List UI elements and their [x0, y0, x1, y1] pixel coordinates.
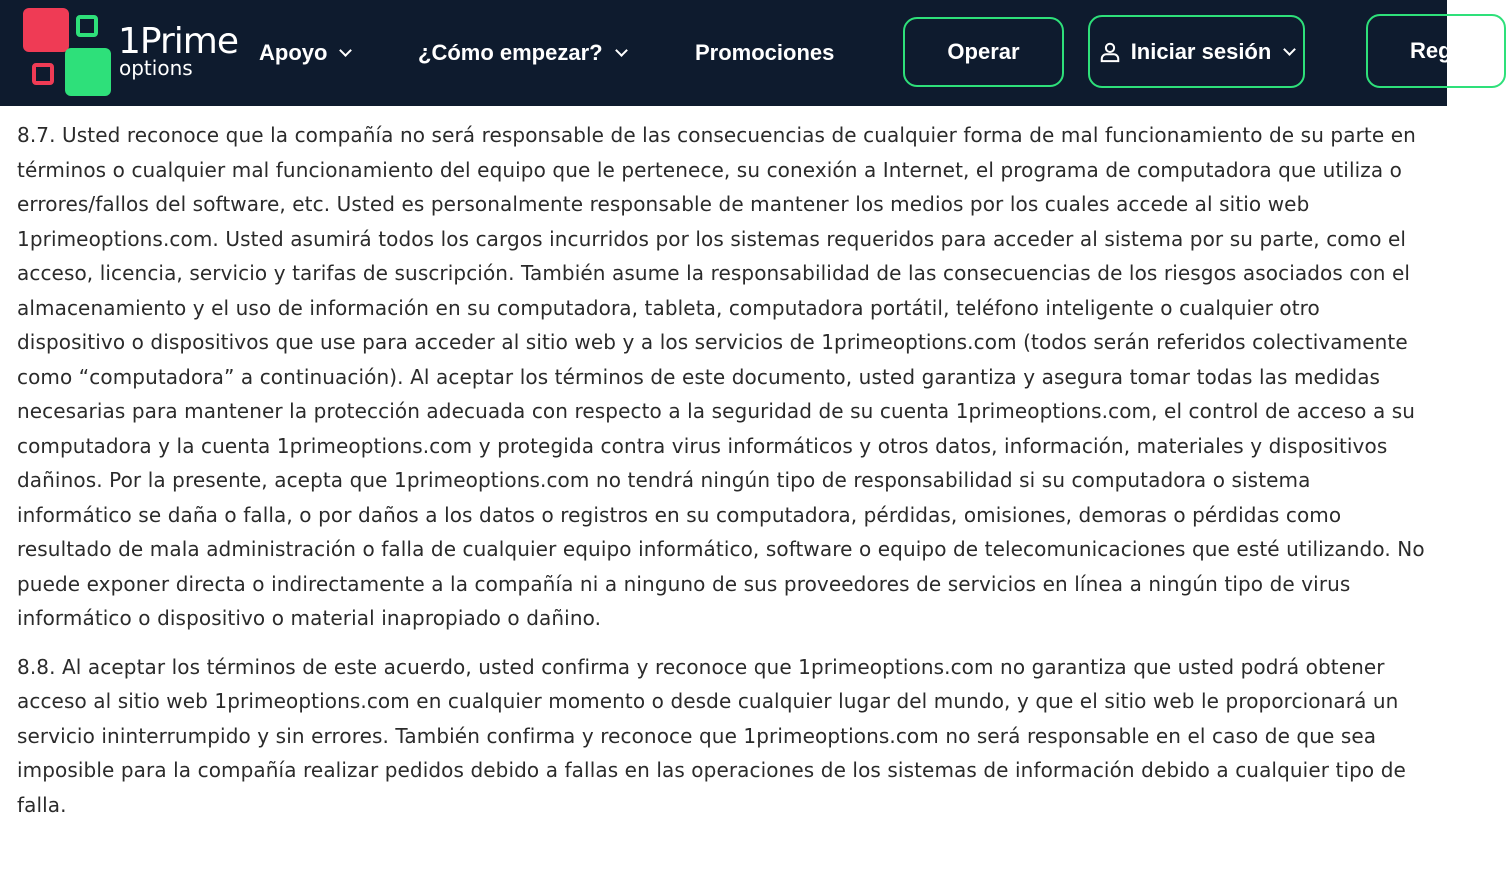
- user-icon: [1099, 41, 1121, 63]
- chevron-down-icon: [615, 44, 628, 57]
- register-button-label: Reg: [1410, 38, 1452, 63]
- register-button[interactable]: [1366, 14, 1506, 88]
- brand-logo[interactable]: [0, 0, 250, 106]
- login-button-label: Iniciar sesión: [1130, 38, 1272, 64]
- chevron-down-icon: [340, 44, 353, 57]
- logo-red-outline-square: [32, 63, 54, 85]
- brand-name: 1Prime: [118, 21, 238, 62]
- operar-button[interactable]: [903, 17, 1064, 87]
- nav-apoyo-label: Apoyo: [259, 40, 328, 65]
- brand-subtitle: options: [119, 56, 193, 80]
- terms-paragraph-8-7: 8.7. Usted reconoce que la compañía no será responsable de las consecuencias de cualquier forma de mal funcionamiento de su parte en términos o cualquier mal funcionamiento del equipo que le pertenece, su conexión a Internet, el programa de computadora que utiliza o errores/fallos del software, etc. Usted es personalmente responsable de mantener los medios por los cuales accede al sitio web 1primeoptions.com. Usted asumirá todos los cargos incurridos por los sistemas requeridos para acceder al sistema por su parte, como el acceso, licencia, servicio y tarifas de suscripción. También asume la responsabilidad de las consecuencias de los riesgos asociados con el almacenamiento y el uso de información en su computadora, tableta, computadora portátil, teléfono inteligente o cualquier otro dispositivo o dispositivos que use para acceder al sitio web y a los servicios de 1primeoptions.com (todos serán referidos colectivamente como “computadora” a continuación). Al aceptar los términos de este documento, usted garantiza y asegura tomar todas las medidas necesarias para mantener la protección adecuada con respecto a la seguridad de su cuenta 1primeoptions.com, el control de acceso a su computadora y la cuenta 1primeoptions.com y protegida contra virus informáticos y otros datos, información, materiales y dispositivos dañinos. Por la presente, acepta que 1primeoptions.com no tendrá ningún tipo de responsabilidad si su computadora o sistema informático se daña o falla, o por daños a los datos o registros en su computadora, pérdidas, omisiones, demoras o pérdidas como resultado de mala administración o falla de cualquier equipo informático, software o equipo de telecomunicaciones que esté utilizando. No puede exponer directa o indirectamente a la compañía ni a ninguno de sus proveedores de servicios en línea a ningún tipo de virus informático o dispositivo o material inapropiado o dañino.: [17, 123, 1425, 630]
- terms-content: [17, 118, 1429, 836]
- nav-promociones-label: Promociones: [695, 40, 835, 65]
- nav-apoyo[interactable]: [259, 36, 350, 70]
- terms-paragraph-8-8: 8.8. Al aceptar los términos de este acuerdo, usted confirma y reconoce que 1primeoptions.com no garantiza que usted podrá obtener acceso al sitio web 1primeoptions.com en cualquier momento o desde cualquier lugar del mundo, y que el sitio web le proporcionará un servicio ininterrumpido y sin errores. También confirma y reconoce que 1primeoptions.com no será responsable en el caso de que sea imposible para la compañía realizar pedidos debido a fallas en las operaciones de los sistemas de información debido a cualquier tipo de falla.: [17, 654, 1406, 817]
- logo-squares-icon: [20, 8, 112, 98]
- operar-button-label: Operar: [947, 39, 1020, 64]
- logo-green-outline-square: [76, 15, 98, 37]
- top-navbar: [0, 0, 1452, 106]
- chevron-down-icon: [1283, 43, 1296, 56]
- nav-como-empezar[interactable]: [418, 36, 626, 70]
- login-button[interactable]: [1088, 15, 1305, 88]
- nav-promociones[interactable]: [695, 36, 834, 70]
- logo-green-square: [65, 48, 111, 96]
- nav-como-empezar-label: ¿Cómo empezar?: [418, 40, 603, 65]
- logo-red-square: [23, 8, 69, 52]
